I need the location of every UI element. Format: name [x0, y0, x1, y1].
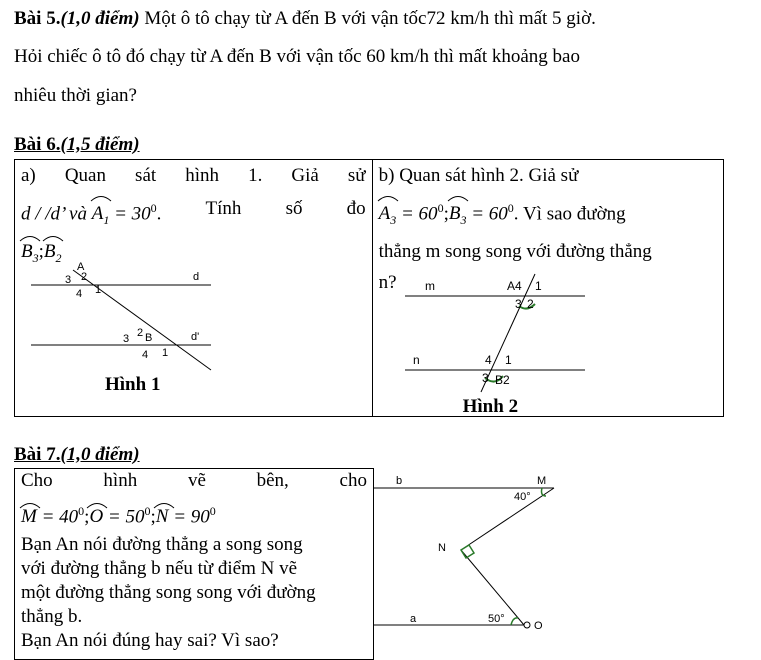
bai7-line7: Bạn An nói đúng hay sai? Vì sao? — [21, 630, 279, 652]
bai5-points: (1,0 điểm) — [60, 8, 140, 29]
label-A1: 1 — [95, 284, 102, 296]
bai6a-line1: a) Quan sát hình 1. Giả sử — [21, 165, 366, 186]
bai6b-line1: b) Quan sát hình 2. Giả sử — [378, 165, 579, 186]
hat-icon — [19, 501, 41, 509]
label-B4: 4 — [142, 349, 149, 361]
point-O — [524, 622, 530, 628]
label-A3: 3 — [65, 274, 72, 286]
figure-2 — [395, 268, 615, 398]
label-A: A — [77, 261, 85, 273]
bai7-line5: một đường thẳng song song với đường — [21, 582, 316, 604]
figure-2-caption: Hình 2 — [462, 396, 519, 417]
hat-icon — [86, 501, 108, 509]
bai7-line1: Cho hình vẽ bên, cho — [21, 470, 367, 491]
bai6b-line4: n? — [378, 272, 397, 294]
right-angle-N — [461, 545, 474, 558]
figure-3 — [374, 470, 574, 640]
label-B2: B2 — [494, 373, 510, 387]
bai7-heading: Bài 7.(1,0 điểm) — [14, 444, 140, 465]
label-M: M — [537, 475, 547, 487]
label-A1: 1 — [534, 279, 542, 293]
label-b: b — [396, 475, 403, 487]
hat-icon — [90, 194, 112, 202]
figure-1 — [21, 260, 261, 380]
arc-O — [511, 618, 518, 625]
label-m: m — [424, 279, 435, 293]
bai5-line3: nhiêu thời gian? — [14, 85, 137, 106]
label-B1: 1 — [162, 347, 169, 359]
label-B1: 1 — [504, 353, 512, 367]
hat-icon — [447, 194, 469, 202]
label-dprime: d' — [191, 331, 200, 343]
label-n: n — [412, 353, 420, 367]
bai6b-line3: thẳng m song song với đường thẳng — [378, 241, 652, 263]
bai6-cell-b — [372, 160, 723, 417]
bai5-line2: Hỏi chiếc ô tô đó chạy từ A đến B với vận tốc 60 km/h thì mất khoảng bao — [14, 46, 580, 67]
hat-icon — [153, 501, 175, 509]
bai5-line1 — [14, 8, 596, 30]
bai5-heading: Bài 5. — [14, 8, 61, 29]
bai7-cell-text — [15, 469, 374, 660]
label-N: N — [438, 542, 446, 554]
bai5-text1: Một ô tô chạy từ A đến B với vận tốc72 km/h thì mất 5 giờ. — [139, 8, 596, 29]
label-B2: 2 — [137, 327, 144, 339]
bai7-table — [14, 468, 374, 660]
label-B: B — [145, 332, 153, 344]
label-A3: 3 — [514, 297, 522, 311]
hat-icon — [377, 194, 399, 202]
label-B3: 3 — [123, 333, 130, 345]
label-A4: 4 — [76, 288, 83, 300]
label-B3: 3 — [481, 371, 489, 385]
label-B4: 4 — [484, 353, 492, 367]
bai6-cell-a — [15, 160, 373, 417]
label-a: a — [410, 613, 417, 625]
bai6b-line2: $A_3 = 60^0$; $B_3 = 60^0$. Vì sao đường — [379, 193, 719, 236]
bai7-heading-line — [14, 444, 140, 466]
bai6-heading: Bài 6.(1,5 điểm) — [14, 134, 140, 155]
hat-icon — [42, 234, 64, 242]
label-d: d — [193, 271, 200, 283]
bai6-heading-line — [14, 134, 140, 156]
label-A2: 2 — [526, 297, 534, 311]
figure-1-caption: Hình 1 — [105, 374, 161, 395]
bai7-line4: với đường thẳng b nếu từ điểm N vẽ — [21, 558, 298, 580]
bai7-line6: thẳng b. — [21, 606, 83, 628]
hat-icon — [19, 234, 41, 242]
bai6a-line2: d / /d’ và $A_1 = 30^0$. Tính số đo — [21, 193, 366, 236]
label-A4: A4 — [506, 279, 522, 293]
segment-MN — [461, 488, 554, 550]
label-A2: 2 — [81, 271, 88, 283]
bai6-table — [14, 159, 724, 417]
arc-M — [542, 488, 547, 496]
bai6a-line3: $B_3$; $B_2$ — [21, 236, 366, 274]
label-O: O — [534, 620, 543, 632]
bai7-line2: $M = 40^0$; $O = 50^0$; $N = 90^0$ — [21, 499, 367, 529]
label-angleO: 50° — [488, 613, 505, 625]
bai7-line3: Bạn An nói đường thẳng a song song — [21, 534, 303, 556]
label-angleM: 40° — [514, 491, 531, 503]
